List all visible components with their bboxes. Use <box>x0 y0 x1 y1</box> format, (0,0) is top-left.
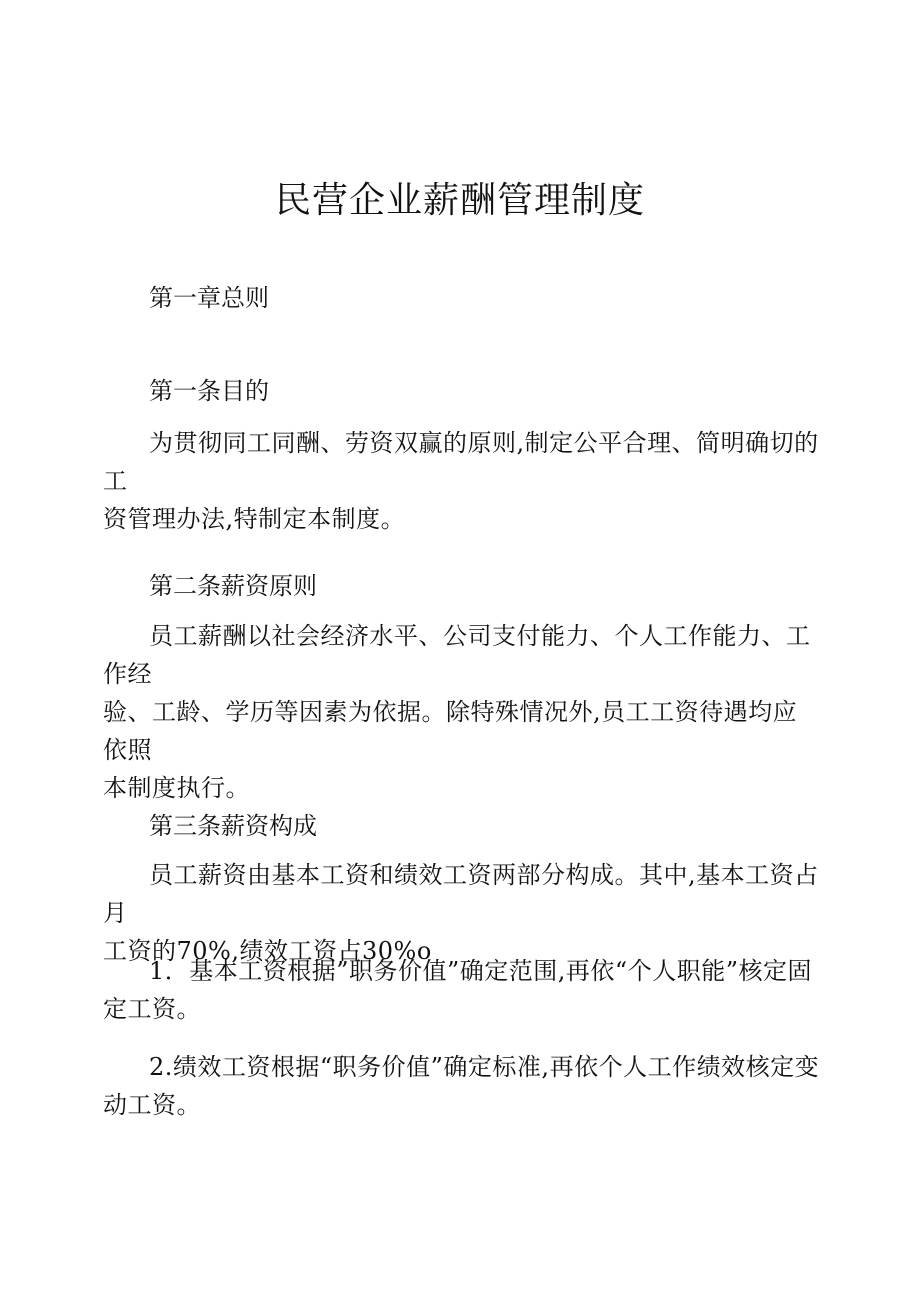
article-2-heading: 第二条薪资原则 <box>149 572 317 600</box>
article-3-item-2: 2.绩效工资根据“职务价值”确定标准,再依个人工作绩效核定变 动工资。 <box>103 1053 820 1119</box>
document-title: 民营企业薪酬管理制度 <box>274 180 645 221</box>
article-3-body: 员工薪资由基本工资和绩效工资两部分构成。其中,基本工资占月 工资的70%,绩效工资占30%o <box>103 861 819 965</box>
article-3-item-1: 1．基本工资根据”职务价值”确定范围,再依“个人职能”核定固 定工资。 <box>103 957 812 1023</box>
article-3-heading: 第三条薪资构成 <box>149 812 317 840</box>
article-1-heading: 第一条目的 <box>149 377 269 405</box>
article-1-body: 为贯彻同工同酬、劳资双赢的原则,制定公平合理、简明确切的工 资管理办法,特制定本制度。 <box>103 429 819 533</box>
article-2-body: 员工薪酬以社会经济水平、公司支付能力、个人工作能力、工作经 验、工龄、学历等因素为依据。除特殊情况外,员工工资待遇均应依照 本制度执行。 <box>103 622 811 802</box>
chapter-heading: 第一章总则 <box>149 284 269 312</box>
